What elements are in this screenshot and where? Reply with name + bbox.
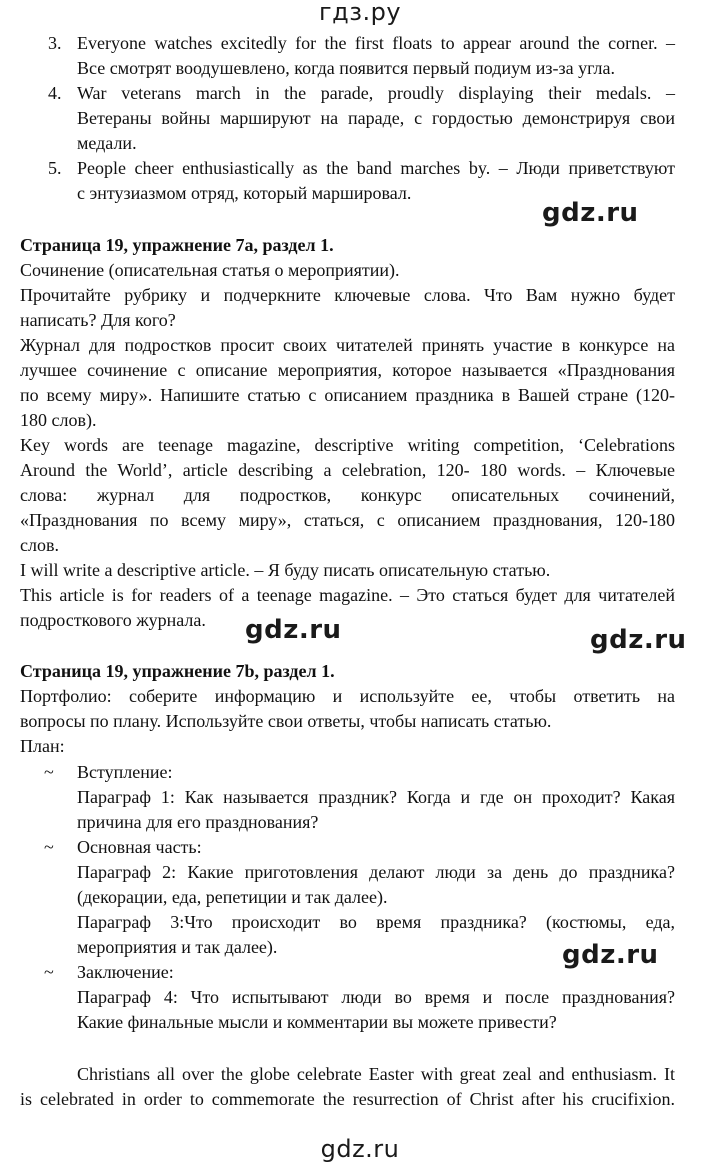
closing-line: Christians all over the globe celebrate Easter with great zeal and enthusiasm. It — [77, 1064, 675, 1084]
paragraph-line: This article is for readers of a teenage magazine. – Это статься будет для читателей — [20, 585, 675, 605]
watermark-mid-1: gdz.ru — [542, 198, 639, 228]
tilde-bullet: ~ — [44, 762, 54, 782]
paragraph-line: I will write a descriptive article. – Я буду писать описательную статью. — [20, 560, 551, 580]
paragraph-line: Портфолио: соберите информацию и используйте ее, чтобы ответить на — [20, 686, 675, 706]
paragraph-line: 180 слов). — [20, 410, 97, 430]
list-item-line: Everyone watches excitedly for the first floats to appear around the corner. – — [77, 33, 675, 53]
plan-item-line: причина для его празднования? — [77, 812, 319, 832]
watermark-mid-4: gdz.ru — [562, 940, 659, 970]
closing-line: is celebrated in order to commemorate the resurrection of Christ after his crucifixion. — [20, 1089, 675, 1109]
paragraph-line: вопросы по плану. Используйте свои ответы, чтобы написать статью. — [20, 711, 552, 731]
list-item-line: медали. — [77, 133, 137, 153]
watermark-top: гдз.ру — [318, 0, 402, 26]
paragraph-line: слов. — [20, 535, 59, 555]
plan-item-line: мероприятия и так далее). — [77, 937, 278, 957]
watermark-mid-2: gdz.ru — [245, 615, 342, 645]
paragraph-line: подросткового журнала. — [20, 610, 206, 630]
plan-item-title: Основная часть: — [77, 837, 202, 857]
paragraph-line: План: — [20, 736, 65, 756]
list-number: 5. — [48, 158, 62, 178]
list-item-line: Ветераны войны маршируют на параде, с гордостью демонстрируя свои — [77, 108, 675, 128]
paragraph-line: Прочитайте рубрику и подчеркните ключевые слова. Что Вам нужно будет — [20, 285, 675, 305]
paragraph-line: Around the World’, article describing a celebration, 120- 180 words. – Ключевые — [20, 460, 675, 480]
watermark-bottom: gdz.ru — [320, 1135, 400, 1163]
plan-item-title: Вступление: — [77, 762, 173, 782]
list-item-line: с энтузиазмом отряд, который маршировал. — [77, 183, 412, 203]
list-number: 3. — [48, 33, 62, 53]
paragraph-line: Key words are teenage magazine, descriptive writing competition, ‘Celebrations — [20, 435, 675, 455]
paragraph-line: Сочинение (описательная статья о мероприятии). — [20, 260, 400, 280]
paragraph-line: по всему миру». Напишите статью с описанием праздника в Вашей стране (120- — [20, 385, 675, 405]
paragraph-line: лучшее сочинение с описание мероприятия, которое называется «Празднования — [20, 360, 675, 380]
plan-item-line: Параграф 1: Как называется праздник? Когда и где он проходит? Какая — [77, 787, 675, 807]
plan-item-line: Параграф 2: Какие приготовления делают люди за день до праздника? — [77, 862, 675, 882]
plan-item-line: Параграф 3:Что происходит во время праздника? (костюмы, еда, — [77, 912, 675, 932]
watermark-mid-3: gdz.ru — [590, 625, 687, 655]
list-number: 4. — [48, 83, 62, 103]
list-item-line: Все смотрят воодушевлено, когда появится первый подиум из-за угла. — [77, 58, 616, 78]
plan-item-line: Какие финальные мысли и комментарии вы можете привести? — [77, 1012, 557, 1032]
plan-item-line: Параграф 4: Что испытывают люди во время и после празднования? — [77, 987, 675, 1007]
paragraph-line: написать? Для кого? — [20, 310, 176, 330]
tilde-bullet: ~ — [44, 837, 54, 857]
list-item-line: People cheer enthusiastically as the band marches by. – Люди приветствуют — [77, 158, 675, 178]
section-heading-7b: Страница 19, упражнение 7b, раздел 1. — [20, 661, 335, 681]
section-heading-7a: Страница 19, упражнение 7a, раздел 1. — [20, 235, 334, 255]
paragraph-line: слова: журнал для подростков, конкурс описательных сочинений, — [20, 485, 675, 505]
tilde-bullet: ~ — [44, 962, 54, 982]
plan-item-line: (декорации, еда, репетиции и так далее). — [77, 887, 388, 907]
list-item-line: War veterans march in the parade, proudly displaying their medals. – — [77, 83, 675, 103]
paragraph-line: Журнал для подростков просит своих читателей принять участие в конкурсе на — [20, 335, 675, 355]
plan-item-title: Заключение: — [77, 962, 174, 982]
paragraph-line: «Празднования по всему миру», статься, с описанием празднования, 120-180 — [20, 510, 675, 530]
